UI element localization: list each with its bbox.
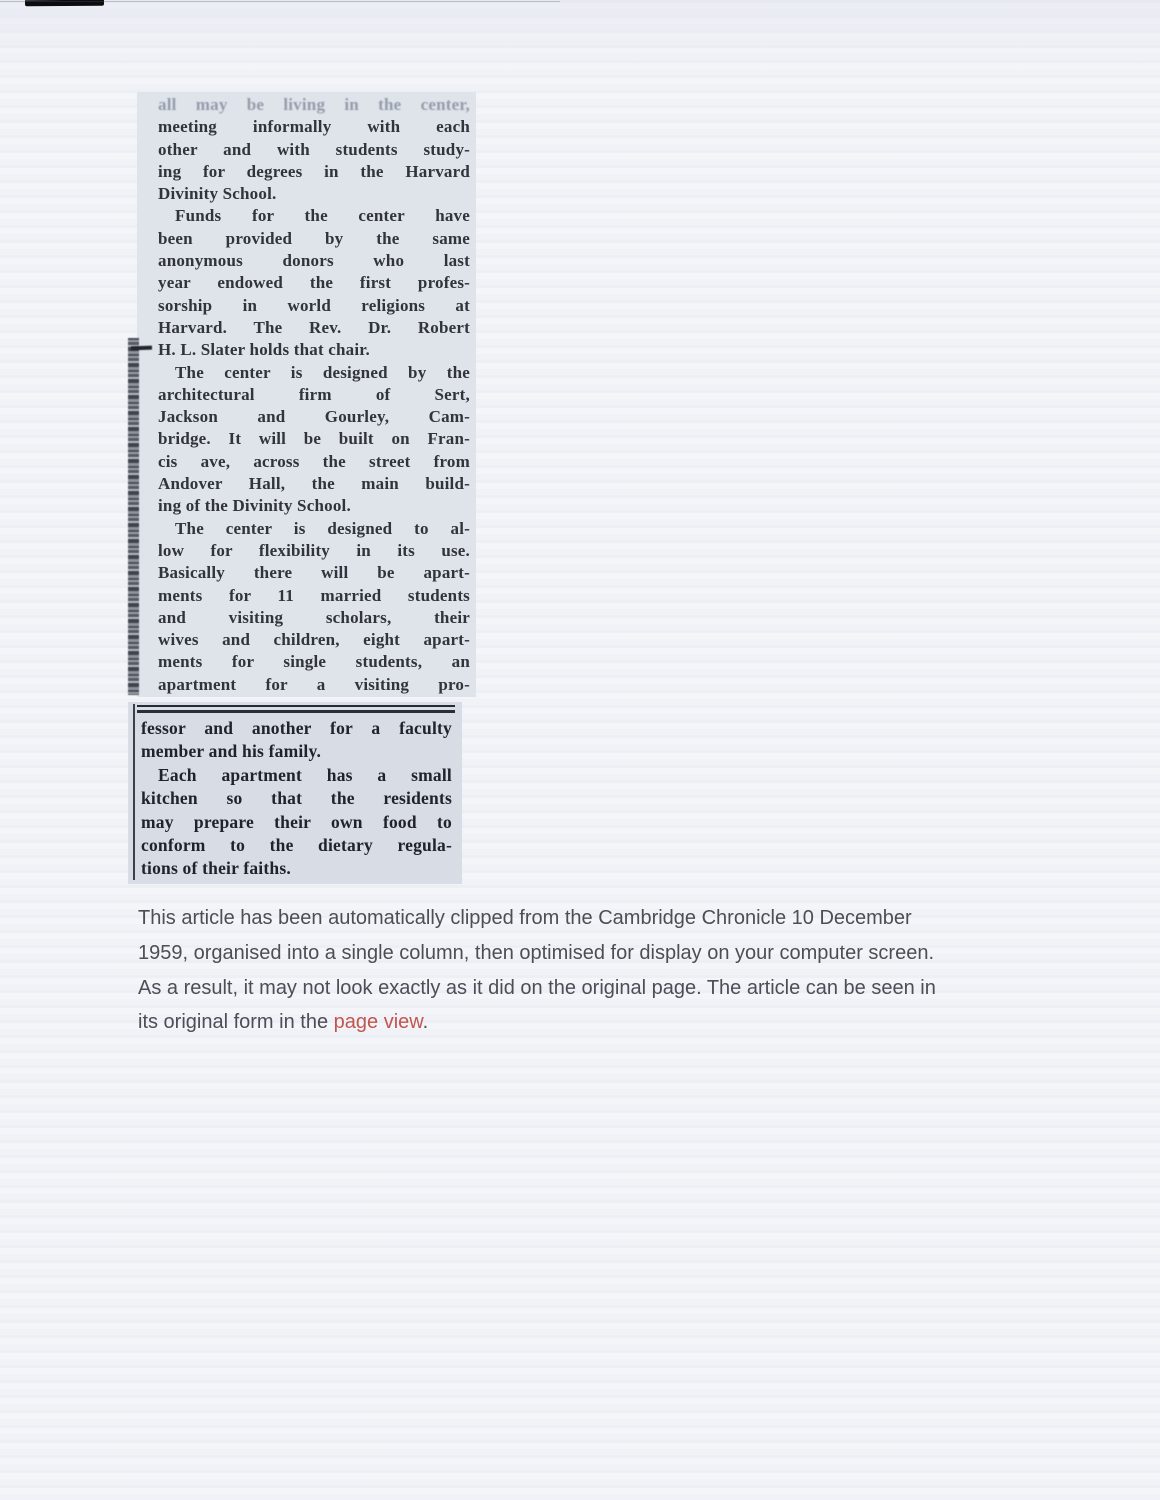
scan-artifact-line [0,1,560,2]
clipping-line: The center is designed by the [175,362,470,382]
clipping-line: Each apartment has a small [158,764,452,785]
clipping-top-text [137,92,476,696]
clipping-line: tions of their faiths. [141,858,291,879]
clipping-line: The center is designed to al- [175,518,470,538]
clipping-line: ments for 11 married students [158,585,470,605]
clipping-line: all may be living in the center, [158,95,470,114]
clipping-line: Funds for the center have [175,206,470,226]
clipping-line: fessor and another for a faculty [141,718,452,738]
clipping-line: anonymous donors who last [158,251,470,271]
caption-period: . [422,1011,429,1034]
caption-line: This article has been automatically clipped from the Cambridge Chronicle 10 December [138,907,912,929]
clipping-line: Jackson and Gourley, Cam- [158,407,470,427]
clipping-line: H. L. Slater holds that chair. [158,340,370,360]
newspaper-clipping-bottom [128,702,462,884]
clipping-line: and visiting scholars, their [158,607,470,627]
caption [138,901,1098,1040]
clipping-line: apartment for a visiting pro- [158,674,470,694]
caption-line-with-link [138,1005,1098,1040]
clipping-line: meeting informally with each [158,117,470,137]
clipping-line: ing of the Divinity School. [158,496,351,516]
clipping-line: member and his family. [141,741,322,762]
newspaper-clipping-top [137,92,476,697]
clipping-line: architectural firm of Sert, [158,384,470,404]
clipping-line: ments for single students, an [158,652,470,672]
clipping-line: bridge. It will be built on Fran- [158,429,470,449]
clipping-line: Andover Hall, the main build- [158,474,470,494]
clipping-line: other and with students study- [158,139,470,159]
clipping-line: ing for degrees in the Harvard [158,161,470,181]
clipping-line: cis ave, across the street from [158,451,470,471]
caption-line: As a result, it may not look exactly as it did on the original page. The article can be seen in [138,976,936,999]
clipping-line: sorship in world religions at [158,295,470,315]
clipping-line: kitchen so that the residents [141,788,452,809]
clipping-line: low for flexibility in its use. [158,540,470,560]
clipping-line: Divinity School. [158,184,277,204]
caption-line-text: its original form in the [138,1011,329,1034]
clipping-line: Basically there will be apart- [158,563,470,583]
page-view-link[interactable]: page view [333,1011,423,1034]
clipping-bottom-text [128,713,462,881]
clipping-line: may prepare their own food to [141,811,452,832]
clipping-line: been provided by the same [158,228,470,248]
clipping-top-rule [137,705,455,713]
clipping-line: wives and children, eight apart- [158,630,470,650]
clipping-line: Harvard. The Rev. Dr. Robert [158,317,470,337]
clipping-line: conform to the dietary regula- [141,835,452,856]
caption-line: 1959, organised into a single column, then optimised for display on your computer screen. [138,941,935,964]
clipping-line: year endowed the first profes- [158,273,470,293]
